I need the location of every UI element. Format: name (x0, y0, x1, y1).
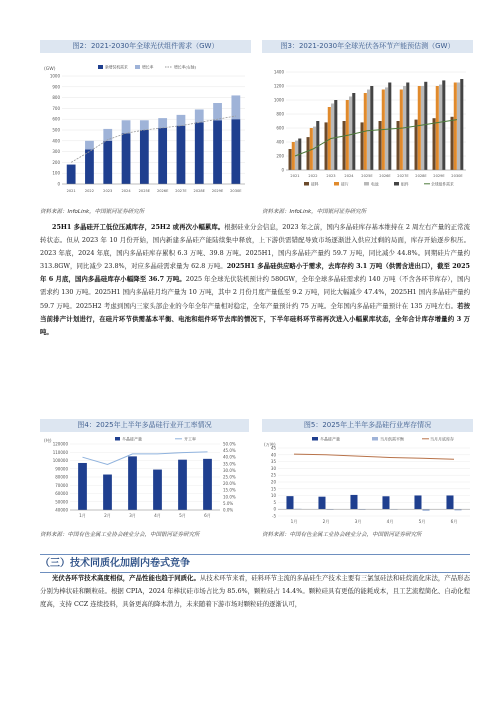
fig4-bar (153, 470, 162, 510)
fig2-y-tick: 500 (52, 127, 60, 133)
fig4-x-tick: 3月 (129, 513, 136, 518)
fig2-bar-top (85, 141, 94, 150)
fig4-source: 资料来源：中国有色金属工业协会硅业分会，中国银河证券研究所 (40, 532, 200, 538)
fig2-y-tick: 100 (52, 170, 60, 176)
fig2-x-tick: 2026E (156, 189, 169, 193)
fig3-legend-swatch (364, 182, 369, 186)
fig5-bar-output (414, 495, 421, 509)
fig5-legend-swatch (312, 437, 318, 441)
fig3-bar-1 (454, 83, 457, 171)
fig2-bar-base (177, 126, 186, 184)
fig3-bar-0 (343, 121, 346, 170)
fig2-y-tick: 1000 (49, 73, 60, 79)
fig3-bar-0 (451, 117, 454, 170)
fig2-title-text: 图2：2021-2030年全球光伏组件需求（GW） (72, 42, 219, 50)
fig3-bar-1 (418, 86, 421, 170)
fig2-x-tick: 2021 (66, 189, 76, 193)
fig3-bar-0 (379, 121, 382, 170)
fig2-y-tick: 400 (52, 138, 60, 144)
fig2-x-tick: 2022 (84, 189, 95, 193)
fig3-y-tick: 400 (276, 139, 284, 145)
fig5-y-tick: 5 (273, 499, 276, 505)
fig5-y-tick: 35 (270, 459, 276, 465)
body-paragraph-4 (40, 572, 470, 611)
fig5-legend-label: 当月供需平衡 (380, 436, 404, 442)
fig3-x-tick: 2024 (344, 174, 354, 178)
fig3-x-tick: 2029E (433, 174, 445, 178)
p3-bold: 若按当前排产计划进行，在硅片环节供需基本平衡、电池和组件环节去库的情况下，下半年硅料环节将再次进入小幅累库状态，全年合计库存增量约 3 万吨。 (40, 301, 471, 336)
fig5-title-text: 图5：2025年上半年多晶硅行业库存情况 (303, 421, 432, 429)
fig3-bar-0 (433, 118, 436, 170)
body-paragraph-1 (40, 221, 470, 339)
fig2-bar-base (103, 141, 112, 184)
fig4-chart (40, 434, 254, 526)
fig2-bar-top (213, 103, 222, 120)
fig2-y-tick: 300 (52, 149, 60, 155)
fig2-legend-label-3: 增长率(右轴) (174, 64, 196, 70)
fig3-bar-2 (367, 90, 370, 171)
fig2-bar-base (195, 122, 204, 184)
fig2-source: 资料来源：InfoLink，中国银河证券研究所 (40, 209, 145, 215)
fig3-y-tick: 1000 (273, 97, 284, 103)
fig5-x-tick: 5月 (418, 519, 426, 524)
fig3-bar-0 (325, 122, 328, 170)
p1-bold: 25H1 多晶硅开工低位压减库存，25H2 或再次小幅累库。 (52, 223, 225, 231)
fig3-legend-label: 组件 (401, 181, 409, 187)
fig2-x-tick: 2028E (193, 189, 205, 193)
fig4-y-tick: 90000 (55, 466, 68, 472)
fig3-legend-swatch (304, 182, 309, 186)
fig2-y-tick: 900 (52, 84, 60, 90)
fig3-title (262, 40, 473, 53)
fig5-x-tick: 2月 (322, 519, 330, 524)
fig3-bar-3 (406, 83, 409, 171)
fig2-legend-label-2: 增长率 (142, 64, 154, 70)
fig4-y-tick: 60000 (55, 491, 68, 496)
fig4-y2-tick: 15.0% (223, 487, 236, 493)
fig3-x-tick: 2025E (361, 174, 373, 178)
fig4-legend-swatch-1 (115, 437, 120, 441)
fig4-y-tick: 100000 (52, 458, 68, 463)
fig5-y-tick: 30 (270, 465, 276, 471)
fig4-y2-tick: 45.0% (223, 448, 236, 454)
fig4-x-tick: 2月 (104, 513, 111, 518)
fig3-y-tick: 0 (281, 167, 284, 173)
fig2-trend-line (71, 116, 236, 162)
fig5-bar-output (350, 495, 357, 509)
fig5-bar-output (318, 497, 325, 510)
fig4-y2-tick: 50.0% (223, 441, 236, 447)
fig2-legend-swatch-2 (135, 65, 140, 69)
fig2-title (40, 40, 251, 53)
fig3-legend-label: 电池 (371, 181, 379, 187)
fig4-bar (103, 475, 112, 510)
fig3-bar-3 (334, 100, 337, 170)
fig3-y-tick: 200 (276, 153, 284, 159)
fig4-legend-label-2: 开工率 (184, 436, 196, 442)
fig3-bar-1 (436, 86, 439, 170)
fig5-bar-output (286, 496, 293, 509)
fig3-y-tick: 1200 (273, 83, 284, 89)
fig4-bar (178, 460, 187, 510)
fig2-x-tick: 2024 (121, 189, 131, 193)
p1-rest: 根据硅业分会信息，2023 年之前，国内多晶硅库存基本维持在 2 周左右产量的正常流转状态。但从 2023 年 10 月份开始，国内新建多晶硅产能陆续集中释放，上下游供需错配导致市场逐渐进入供应过剩的局面，库存开始逐步积压。2023 年底，2024 年底，国内多晶硅库存累积 6.3 万吨、39.8 万吨。2025H1，国内多晶硅产量约 59.7 万吨，同比减少 44.8%。同期硅片产量约 313.8GW，同比减少 23.8%，对应多晶硅需求量为 62.8 万吨。 (40, 223, 470, 271)
fig4-y2-tick: 35.0% (223, 461, 236, 467)
fig2-bar-top (158, 118, 167, 128)
fig5-y-tick: 25 (270, 472, 276, 478)
fig4-x-tick: 1月 (79, 513, 86, 518)
fig2-chart (40, 56, 254, 203)
fig3-bar-1 (292, 142, 295, 170)
p2-rest: 2025 年全球光伏装机预计约 580GW，全年全球多晶硅需求约 140 万吨（不含各环节库存），国内需求约 130 万吨。2025H1 国内多晶硅月均产量为 10 万吨，其中 2 月份月度产量低至 9.2 万吨，同比大幅减少 47.4%，2025H1 国内多晶硅产量约 59.7 万吨。2025H2 考虑到国内三家头部企业的今年全年产量相对稳定，全年产量预计约 75 万吨。全年国内多晶硅产量预计在 135 万吨左右。 (40, 275, 470, 310)
fig3-bar-0 (289, 149, 292, 170)
p2-bold: 2025H1 多晶硅供应略小于需求，去库存约 3.1 万吨（供需含进出口），截至 2025 年 6 月底，国内多晶硅库存小幅降至 36.7 万吨。 (40, 262, 471, 284)
fig3-bar-3 (460, 79, 463, 170)
fig4-y2-tick: 40.0% (223, 454, 236, 460)
fig3-bar-1 (400, 90, 403, 171)
fig3-bar-0 (307, 137, 310, 170)
fig5-y-tick: 10 (270, 493, 276, 499)
fig2-x-tick: 2030E (230, 189, 242, 193)
fig4-y-tick: 50000 (55, 499, 68, 505)
fig3-bar-2 (331, 104, 334, 171)
fig5-title (262, 419, 473, 432)
fig4-y2-tick: 25.0% (223, 474, 236, 480)
fig3-x-tick: 2028E (415, 174, 427, 178)
fig5-y-tick: 45 (270, 445, 276, 451)
fig3-bar-2 (457, 83, 460, 171)
fig2-y-tick: 800 (52, 95, 60, 101)
fig2-x-tick: 2029E (211, 189, 224, 193)
fig5-y-tick: 40 (270, 452, 276, 458)
fig4-rate-line (83, 452, 208, 465)
fig2-bar-base (122, 133, 131, 184)
fig3-bar-3 (424, 82, 427, 170)
fig3-legend-label: 硅料 (311, 181, 319, 187)
fig5-y-tick: 0 (273, 506, 276, 512)
fig2-legend-swatch-1 (98, 65, 103, 69)
fig2-bar-base (231, 119, 240, 184)
fig2-bar-base (85, 149, 94, 184)
fig5-chart (262, 434, 476, 526)
fig5-x-tick: 6月 (450, 519, 458, 524)
fig4-title-text: 图4：2025年上半年多晶硅行业开工率情况 (77, 421, 212, 429)
fig4-x-tick: 6月 (204, 513, 211, 518)
fig2-y-unit: (GW) (44, 67, 56, 72)
fig3-bar-2 (349, 97, 352, 171)
fig3-x-tick: 2023 (326, 174, 336, 178)
fig3-bar-0 (361, 122, 364, 170)
fig2-legend-label-1: 新增装机需求 (105, 64, 128, 70)
fig4-x-tick: 5月 (179, 513, 186, 518)
fig2-y-tick: 0 (57, 181, 60, 187)
fig3-x-tick: 2022 (308, 174, 318, 178)
fig5-legend-swatch (372, 437, 378, 441)
fig3-x-tick: 2027E (397, 174, 409, 178)
fig4-y2-tick: 30.0% (223, 467, 236, 473)
fig3-bar-3 (370, 86, 373, 170)
fig2-bar-top (177, 115, 186, 126)
fig3-bar-3 (352, 93, 355, 170)
fig5-x-tick: 3月 (354, 519, 362, 524)
fig5-bar-output (446, 495, 453, 509)
fig5-legend-label: 多晶硅产量 (320, 436, 340, 442)
fig5-legend-label: 当月月底库存 (430, 436, 454, 442)
fig3-y-tick: 1400 (273, 69, 284, 75)
fig4-x-tick: 4月 (154, 513, 161, 518)
section-heading: （三）技术同质化加剧内卷式竞争 (40, 554, 470, 573)
fig2-x-tick: 2027E (175, 189, 187, 193)
fig3-x-tick: 2026E (379, 174, 391, 178)
fig5-y-tick: 20 (270, 479, 276, 485)
fig4-title (40, 419, 249, 432)
fig3-legend-swatch (394, 182, 399, 186)
fig4-bar (78, 463, 87, 510)
fig4-y-tick: 70000 (55, 482, 68, 488)
fig4-bar (128, 456, 137, 510)
fig2-x-tick: 2025E (138, 189, 151, 193)
fig5-y-tick: 15 (270, 486, 276, 492)
fig4-y2-tick: 20.0% (223, 481, 236, 487)
fig2-bar-top (122, 120, 131, 133)
fig2-bar-top (195, 109, 204, 122)
fig3-y-tick: 600 (276, 125, 284, 131)
fig4-bar (203, 459, 212, 510)
p4-bold: 光伏各环节技术高度相似，产品性能也趋于同质化。 (52, 574, 200, 582)
fig2-y-tick: 200 (52, 159, 60, 165)
fig3-legend-swatch (334, 182, 339, 186)
fig3-chart (264, 56, 474, 203)
fig2-y-tick: 700 (52, 105, 60, 111)
fig4-y2-tick: 0.0% (223, 507, 234, 513)
fig3-y-tick: 800 (276, 111, 284, 117)
fig4-y2-tick: 5.0% (223, 500, 234, 506)
fig2-bar-top (140, 120, 149, 130)
fig3-bar-2 (439, 85, 442, 170)
fig4-legend-label-1: 多晶硅产量 (122, 436, 142, 442)
fig5-x-tick: 4月 (386, 519, 394, 524)
fig5-x-tick: 1月 (290, 519, 298, 524)
fig2-x-tick: 2023 (103, 189, 113, 193)
fig3-title-text: 图3：2021-2030年全球光伏各环节产能预估测（GW） (280, 42, 455, 50)
fig4-y-tick: 80000 (55, 474, 68, 480)
fig2-bar-base (158, 128, 167, 184)
fig2-bar-top (231, 95, 240, 119)
fig5-bar-output (382, 496, 389, 509)
fig4-y-tick: 110000 (52, 449, 68, 455)
fig2-y-tick: 600 (52, 116, 60, 122)
fig4-y2-tick: 10.0% (223, 494, 236, 500)
fig4-y-tick: 120000 (52, 441, 68, 447)
fig3-x-tick: 2021 (290, 174, 300, 178)
fig3-legend-label: 全球组件需求 (431, 181, 454, 187)
fig3-bar-3 (442, 80, 445, 170)
fig2-bar-base (213, 120, 222, 184)
fig5-y-tick: -5 (272, 513, 276, 519)
fig4-y-unit: (吨) (44, 438, 52, 443)
fig5-y-unit: (万吨) (264, 442, 276, 447)
fig2-bar-base (140, 130, 149, 184)
fig2-bar-base (67, 165, 76, 184)
fig3-bar-2 (421, 86, 424, 170)
fig3-bar-0 (415, 120, 418, 170)
fig3-source: 资料来源：InfoLink，中国银河证券研究所 (262, 209, 367, 215)
fig4-y-tick: 40000 (55, 507, 68, 513)
fig3-legend-label: 硅片 (341, 181, 349, 187)
fig3-x-tick: 2030E (451, 174, 463, 178)
p4-rest: 从技术环节来看，硅料环节主流的多晶硅生产技术主要有三氯氢硅法和硅烷流化床法，产品形态分别为棒状硅和颗粒硅。根据 CPIA，2024 年棒状硅市场占比为 85.6%，颗粒硅占 14.4%。颗粒硅具有更低的能耗成本，且工艺流程简化、自动化程度高，支持 CCZ 连续投料，具备更高的降本潜力，未来随着下游市场对颗粒硅的逐渐认可， (40, 574, 470, 609)
fig3-bar-3 (388, 83, 391, 171)
fig5-source: 资料来源：中国有色金属工业协会硅业分会，中国银河证券研究所 (262, 532, 422, 538)
